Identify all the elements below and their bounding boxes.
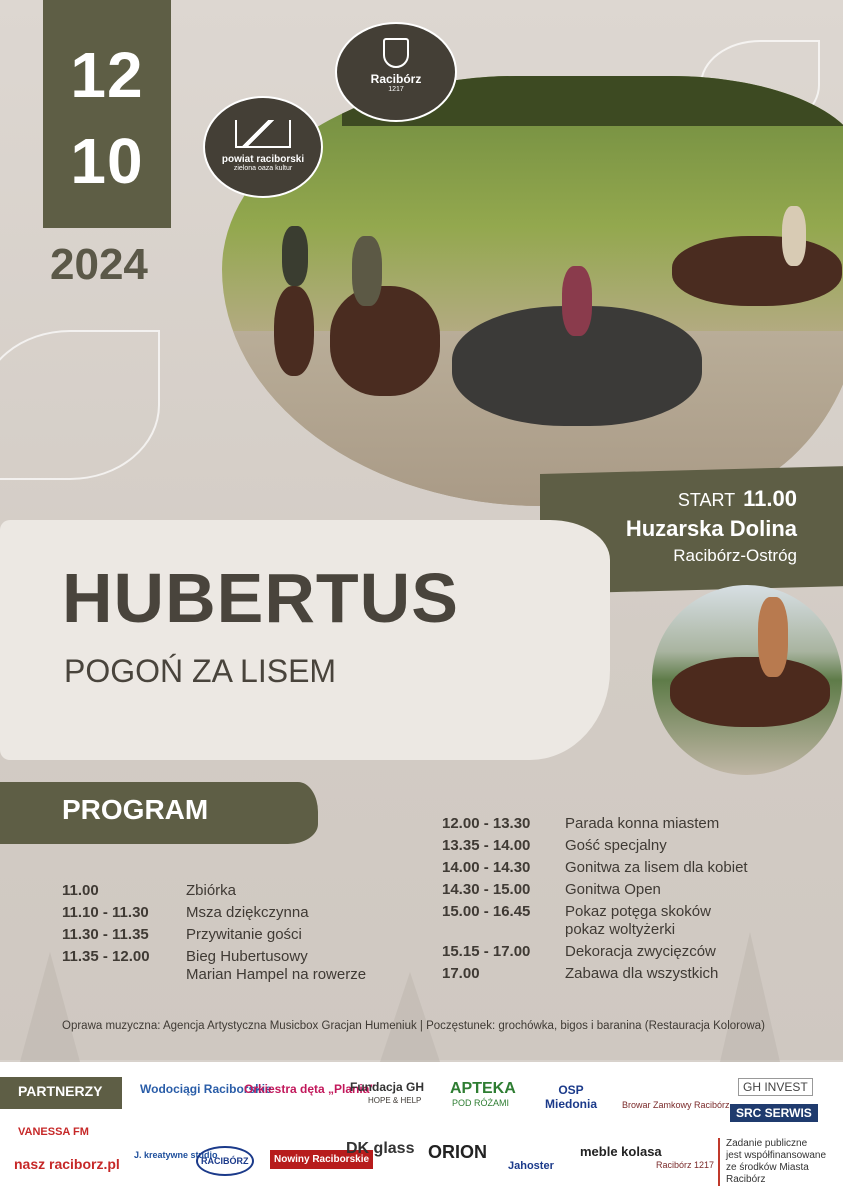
program-time: 11.00	[62, 882, 99, 899]
footer-note: Oprawa muzyczna: Agencja Artystyczna Musicbox Gracjan Humeniuk | Poczęstunek: grochówka, bigos i baranina (Restauracja Kolorowa)	[62, 1020, 765, 1032]
program-activity: Pokaz potęga skoków pokaz woltyżerki	[565, 903, 711, 938]
title-brush-background	[0, 520, 610, 760]
raciborz-logo-year: 1217	[388, 86, 404, 93]
program-time: 17.00	[442, 965, 480, 982]
powiat-logo-name: powiat raciborski	[221, 154, 305, 165]
rider	[758, 597, 788, 677]
partner-logo: Orkiestra dęta „Plania”	[244, 1082, 376, 1096]
event-subtitle: POGOŃ ZA LISEM	[64, 653, 337, 689]
program-time: 12.00 - 13.30	[442, 815, 531, 832]
program-activity: Zabawa dla wszystkich	[565, 965, 719, 982]
event-title: HUBERTUS	[62, 559, 459, 637]
horse	[670, 657, 830, 727]
partner-logo: GH INVEST	[738, 1078, 813, 1096]
program-activity: Gość specjalny	[565, 837, 667, 854]
start-time	[678, 486, 797, 512]
raciborz-logo	[335, 22, 457, 122]
date-box	[43, 0, 171, 228]
program-heading: PROGRAM	[62, 794, 209, 825]
partner-logo: APTEKA	[450, 1080, 516, 1097]
partner-logo: Nowiny Raciborskie	[270, 1150, 373, 1169]
horse	[274, 286, 314, 376]
horse	[672, 236, 842, 306]
public-funding-note: Zadanie publiczne jest współfinansowane ze środków Miasta Racibórz	[718, 1138, 843, 1186]
partner-logo-sub: POD RÓŻAMI	[452, 1098, 510, 1108]
program-time: 15.15 - 17.00	[442, 943, 531, 960]
castle-icon	[235, 120, 291, 148]
partner-logo-sub: SRC SERWIS	[730, 1104, 818, 1122]
start-label: START	[677, 490, 736, 510]
date-month: 10	[70, 125, 144, 197]
program-time: 11.30 - 11.35	[62, 926, 149, 943]
powiat-logo-tagline: zielona oaza kultur	[233, 165, 293, 172]
program-activity: Parada konna miastem	[565, 815, 720, 832]
date-day: 12	[70, 39, 144, 111]
program-time: 14.00 - 14.30	[442, 859, 531, 876]
partner-logo: Fundacja GH	[350, 1080, 425, 1094]
program-activity: Zbiórka	[186, 882, 237, 899]
partner-logo-sub: HOPE & HELP	[368, 1096, 422, 1105]
program-time: 15.00 - 16.45	[442, 903, 531, 920]
partners-label: PARTNERZY	[18, 1083, 103, 1099]
raciborz-crest-icon	[383, 38, 409, 68]
partner-logo: DK glass	[346, 1140, 415, 1157]
partner-logo: Jahoster	[508, 1160, 554, 1172]
partner-logo: Browar Zamkowy Racibórz	[622, 1100, 730, 1110]
program-time: 11.35 - 12.00	[62, 948, 150, 965]
venue-name: Huzarska Dolina	[625, 516, 797, 541]
partner-logo: meble kolasa	[580, 1144, 662, 1159]
program-activity: Gonitwa Open	[565, 881, 661, 898]
start-time-value: 11.00	[743, 486, 797, 511]
tree-silhouette	[380, 972, 440, 1062]
rider	[282, 226, 308, 286]
program-time: 14.30 - 15.00	[442, 881, 531, 898]
raciborz-logo-name: Racibórz	[370, 72, 422, 86]
tree-silhouette	[720, 932, 780, 1062]
partner-logo: Racibórz 1217	[656, 1160, 715, 1170]
tree-silhouette	[20, 952, 80, 1062]
partner-logo: OSP Miedonia	[544, 1083, 597, 1111]
rider	[562, 266, 592, 336]
partner-logo: VANESSA FM	[18, 1126, 89, 1138]
partner-logo: Wodociągi Raciborskie	[140, 1082, 272, 1096]
partner-logo: RACIBÓRZ	[196, 1146, 254, 1176]
date-year: 2024	[50, 240, 148, 289]
rider	[782, 206, 806, 266]
program-time: 13.35 - 14.00	[442, 837, 531, 854]
horse	[330, 286, 440, 396]
program-activity: Przywitanie gości	[186, 926, 302, 943]
rider	[352, 236, 382, 306]
venue-place: Racibórz-Ostróg	[673, 546, 797, 565]
partner-logo: nasz raciborz.pl	[14, 1156, 120, 1172]
program-activity: Dekoracja zwycięzców	[565, 943, 716, 960]
program-activity: Gonitwa za lisem dla kobiet	[565, 859, 748, 876]
program-time: 11.10 - 11.30	[62, 904, 149, 921]
partner-logo: ORION	[428, 1142, 488, 1162]
partner-logo: J. kreatywne studio	[134, 1150, 218, 1160]
girl-on-horse-photo	[652, 585, 842, 775]
program-activity: Msza dziękczynna	[186, 904, 309, 921]
powiat-logo	[203, 96, 323, 198]
program-activity: Bieg Hubertusowy Marian Hampel na rowerze	[186, 948, 367, 983]
